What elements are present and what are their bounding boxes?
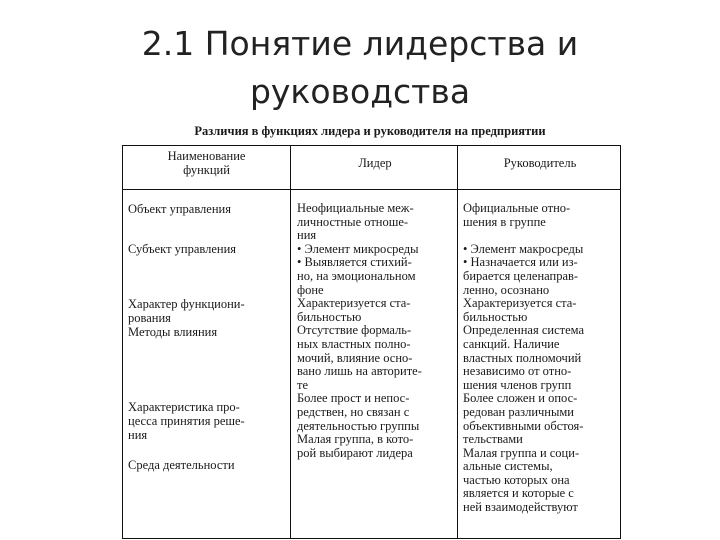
manager-line: санкций. Наличие — [463, 336, 560, 351]
leader-column — [297, 202, 452, 460]
manager-line: ленно, осознано — [463, 282, 550, 297]
slide-title-line-2: руководства — [249, 72, 471, 111]
leader-line: • Элемент микросреды — [297, 241, 419, 256]
row-label-character-l1: Характер функциони- — [128, 297, 245, 311]
manager-line: бильностью — [463, 309, 528, 324]
column-divider — [457, 146, 458, 538]
manager-line: бирается целенаправ- — [463, 268, 579, 283]
leader-line: рой выбирают лидера — [297, 445, 413, 460]
row-label-decision-l3: ния — [128, 428, 148, 442]
row-label-methods: Методы влияния — [128, 325, 218, 339]
row-label-decision-l2: цесса принятия реше- — [128, 414, 245, 428]
leader-line: деятельностью группы — [297, 418, 420, 433]
row-label-decision-l1: Характеристика про- — [128, 400, 240, 414]
leader-line: бильностью — [297, 309, 362, 324]
slide-title — [0, 20, 720, 116]
leader-line: но, на эмоциональном — [297, 268, 416, 283]
manager-line: является и которые с — [463, 486, 574, 501]
row-label-object: Объект управления — [128, 202, 231, 216]
leader-line: ния — [297, 228, 317, 243]
manager-line: объективными обстоя- — [463, 418, 584, 433]
row-label-environment: Среда деятельности — [128, 458, 235, 472]
row-label-subject: Субъект управления — [128, 242, 237, 256]
manager-line: Официальные отно- — [463, 201, 571, 215]
row-label-character-l2: рования — [128, 311, 171, 325]
header-function-line-1: Наименование — [167, 149, 246, 163]
manager-line: • Элемент макросреды — [463, 241, 584, 256]
manager-line: властных полномочий — [463, 350, 582, 365]
leader-line: • Выявляется стихий- — [297, 255, 412, 270]
manager-column — [463, 202, 615, 515]
leader-line: ных властных полно- — [297, 336, 411, 351]
header-leader: Лидер — [358, 156, 392, 170]
leader-line: Характеризуется ста- — [297, 296, 411, 311]
leader-line: фоне — [297, 282, 324, 297]
leader-line: редствен, но связан с — [297, 404, 410, 419]
manager-line: Малая группа и соци- — [463, 445, 580, 460]
leader-line: Отсутствие формаль- — [297, 323, 412, 338]
manager-line: альные системы, — [463, 459, 553, 474]
manager-spacer — [463, 229, 615, 243]
leader-line: Неофициальные меж- — [297, 201, 414, 215]
manager-line: • Назначается или из- — [463, 255, 578, 270]
header-divider — [123, 189, 620, 190]
manager-line: Более сложен и опос- — [463, 391, 578, 406]
manager-line: тельствами — [463, 432, 523, 447]
manager-line: Определенная система — [463, 323, 585, 338]
header-function — [123, 150, 290, 177]
manager-line: редован различными — [463, 404, 574, 419]
manager-line: шения в группе — [463, 214, 546, 229]
column-divider — [290, 146, 291, 538]
manager-line: шения членов групп — [463, 377, 572, 392]
header-manager: Руководитель — [503, 156, 577, 170]
manager-line: частью которых она — [463, 472, 570, 487]
manager-line: независимо от отно- — [463, 364, 572, 379]
table-caption: Различия в функциях лидера и руководителя на предприятии — [194, 124, 546, 138]
leader-line: мочий, влияние осно- — [297, 350, 413, 365]
leader-line: Малая группа, в кото- — [297, 432, 414, 447]
leader-line: личностные отноше- — [297, 214, 409, 229]
comparison-table — [122, 145, 621, 539]
leader-line: вано лишь на авторите- — [297, 364, 422, 379]
manager-line: ней взаимодействуют — [463, 500, 578, 515]
header-function-line-2: функций — [183, 162, 230, 177]
manager-line: Характеризуется ста- — [463, 296, 577, 311]
slide-title-line-1: 2.1 Понятие лидерства и — [141, 24, 579, 63]
leader-line: Более прост и непос- — [297, 391, 410, 406]
leader-line: те — [297, 377, 309, 392]
